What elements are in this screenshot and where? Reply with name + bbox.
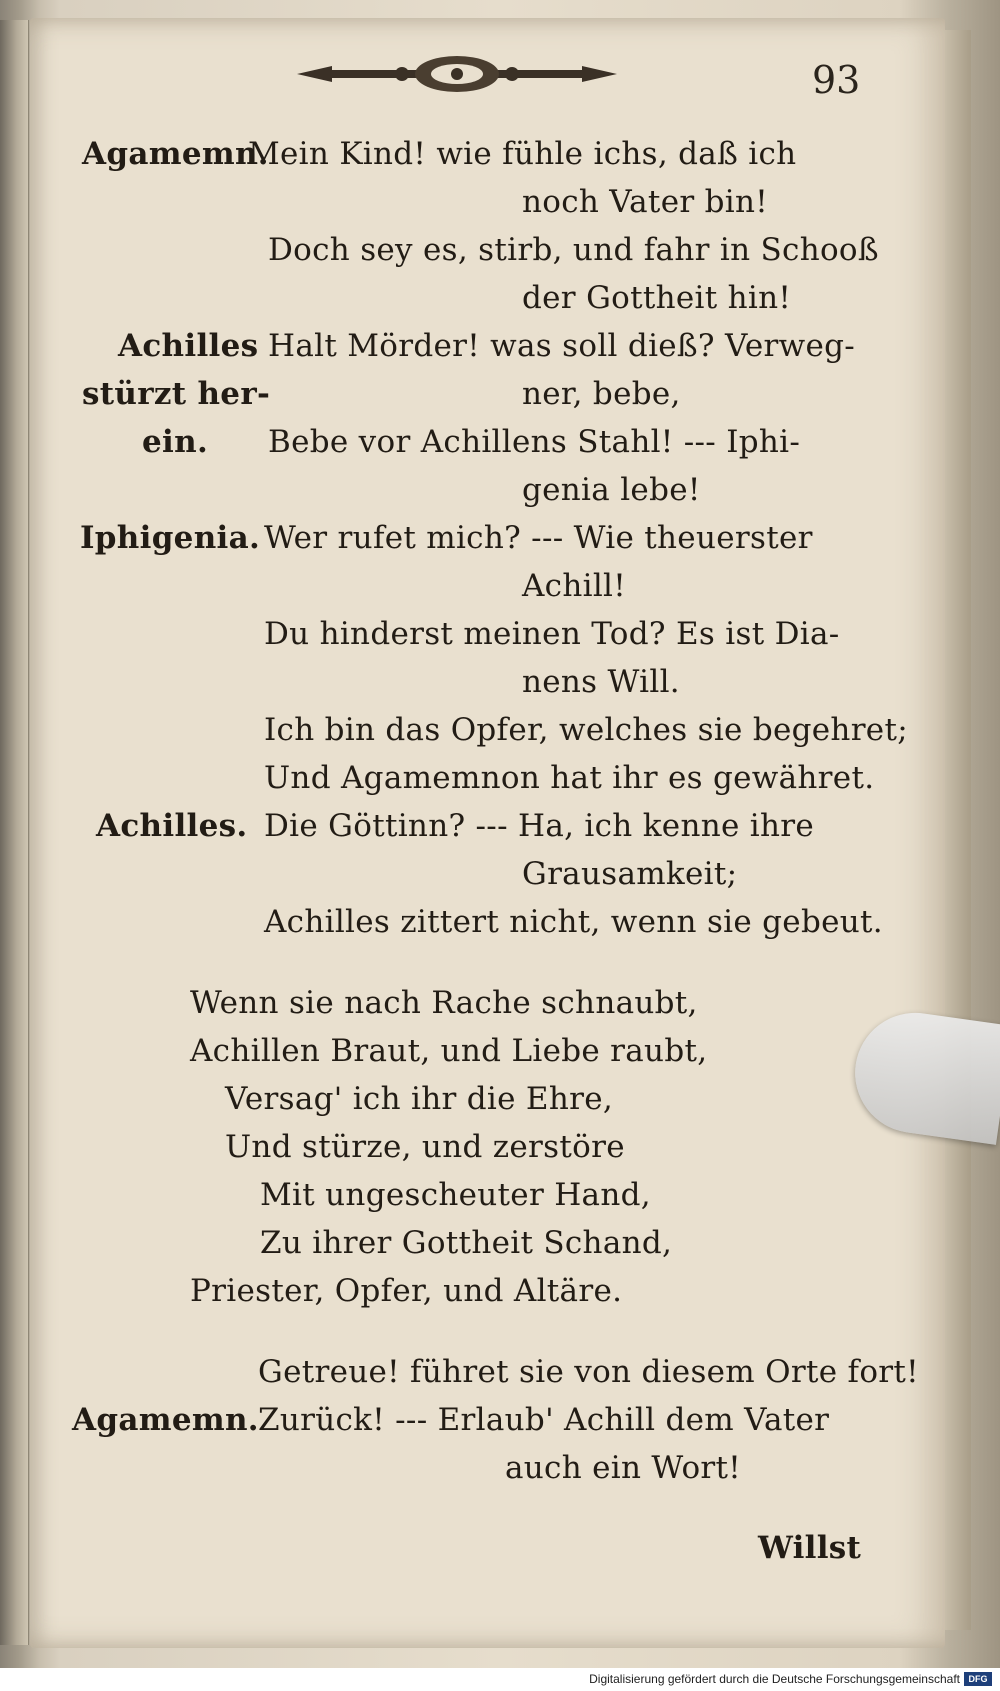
footer-credit: Digitalisierung gefördert durch die Deutsche Forschungsgemeinschaft bbox=[589, 1672, 960, 1686]
dialogue-line: ner, bebe, bbox=[522, 376, 681, 412]
dialogue-line: Wer rufet mich? --- Wie theuerster bbox=[264, 520, 813, 556]
speaker-label: Achilles bbox=[118, 328, 259, 364]
dialogue-line: Du hinderst meinen Tod? Es ist Dia- bbox=[264, 616, 840, 652]
verse-line: Priester, Opfer, und Altäre. bbox=[190, 1273, 623, 1309]
stage-direction: ein. bbox=[142, 424, 209, 460]
ornament-icon bbox=[292, 52, 622, 96]
dialogue-line: Und Agamemnon hat ihr es gewähret. bbox=[264, 760, 875, 796]
verse-line: Versag' ich ihr die Ehre, bbox=[225, 1081, 614, 1117]
dialogue-line: genia lebe! bbox=[522, 472, 701, 508]
dialogue-line: Ich bin das Opfer, welches sie begehret; bbox=[264, 712, 908, 748]
left-page-edge bbox=[0, 20, 29, 1645]
dialogue-line: nens Will. bbox=[522, 664, 680, 700]
dialogue-line: Bebe vor Achillens Stahl! --- Iphi- bbox=[268, 424, 801, 460]
dialogue-line: Die Göttinn? --- Ha, ich kenne ihre bbox=[264, 808, 815, 844]
dialogue-line: Mein Kind! wie fühle ichs, daß ich bbox=[248, 136, 797, 172]
dialogue-line: Doch sey es, stirb, und fahr in Schooß bbox=[268, 232, 879, 268]
verse-line: Und stürze, und zerstöre bbox=[225, 1129, 625, 1165]
verse-line: Achillen Braut, und Liebe raubt, bbox=[190, 1033, 708, 1069]
dialogue-line: Zurück! --- Erlaub' Achill dem Vater bbox=[258, 1402, 830, 1438]
stage-direction: stürzt her- bbox=[82, 376, 271, 412]
speaker-label: Agamemn. bbox=[72, 1402, 259, 1438]
dialogue-line: auch ein Wort! bbox=[505, 1450, 742, 1486]
dfg-logo: DFG bbox=[964, 1672, 992, 1686]
speaker-label: Agamemn. bbox=[82, 136, 269, 172]
catchword: Willst bbox=[758, 1530, 862, 1566]
speaker-label: Achilles. bbox=[96, 808, 248, 844]
verse-line: Mit ungescheuter Hand, bbox=[260, 1177, 651, 1213]
verse-line: Zu ihrer Gottheit Schand, bbox=[260, 1225, 673, 1261]
dialogue-line: Achilles zittert nicht, wenn sie gebeut. bbox=[264, 904, 883, 940]
dialogue-line: noch Vater bin! bbox=[522, 184, 768, 220]
footer-bar bbox=[0, 1668, 1000, 1691]
dialogue-line: Grausamkeit; bbox=[522, 856, 738, 892]
dialogue-line: Getreue! führet sie von diesem Orte fort! bbox=[258, 1354, 919, 1390]
dialogue-line: der Gottheit hin! bbox=[522, 280, 792, 316]
speaker-label: Iphigenia. bbox=[80, 520, 261, 556]
page-number: 93 bbox=[812, 58, 861, 102]
dialogue-line: Achill! bbox=[522, 568, 627, 604]
dialogue-line: Halt Mörder! was soll dieß? Verweg- bbox=[268, 328, 856, 364]
verse-line: Wenn sie nach Rache schnaubt, bbox=[190, 985, 698, 1021]
